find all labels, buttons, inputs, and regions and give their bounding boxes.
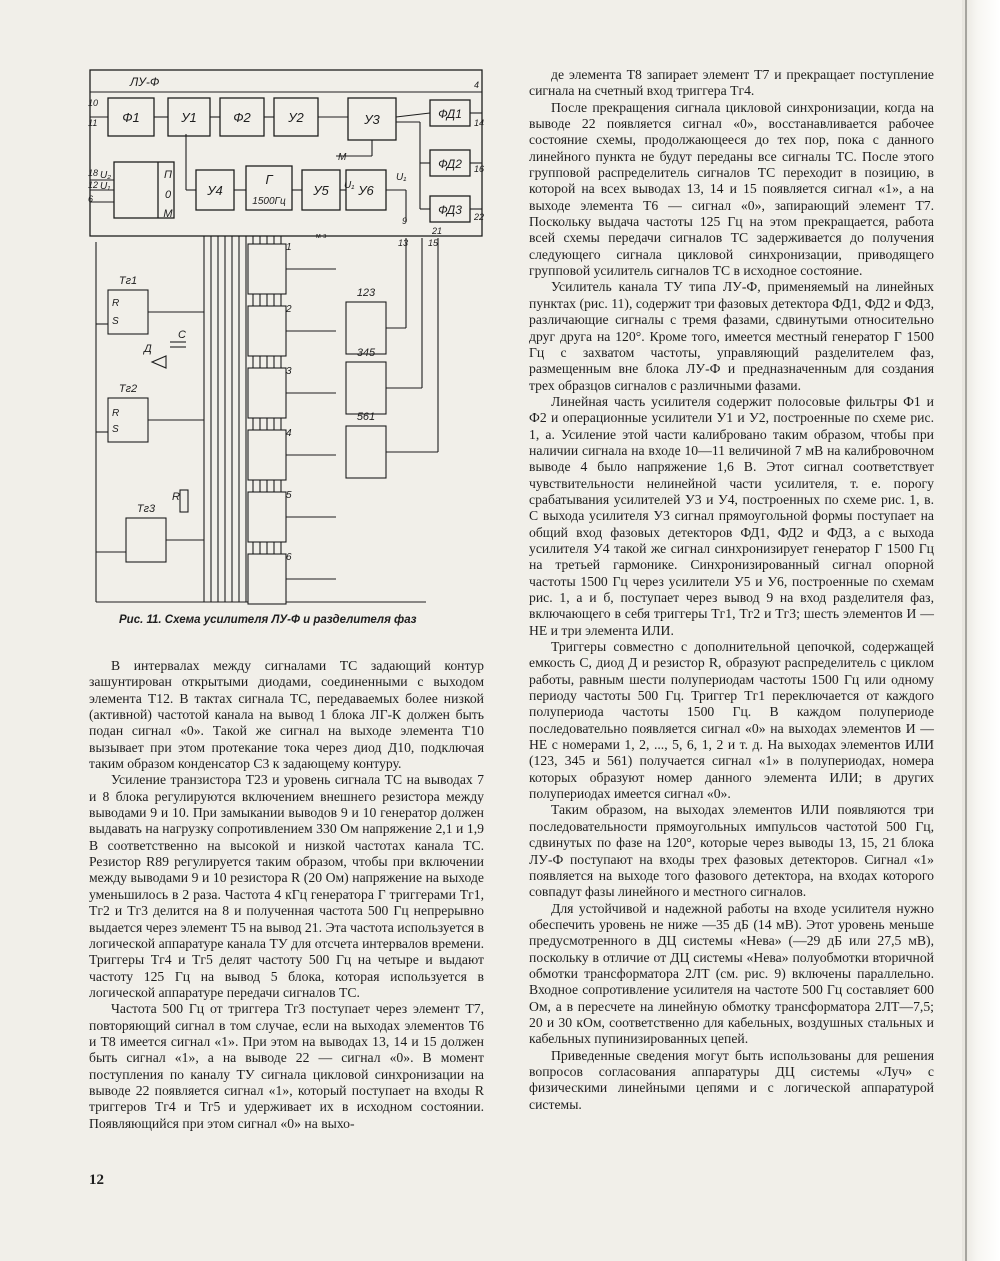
left-paragraph: Усиление транзистора Т23 и уровень сигнала ТС на выводах 7 и 8 блока регулируются включением внешнего резистора между выводами 9 и 10. При замыкании выводов 9 и 10 генератор должен выдавать на нагрузку сопротивлением 330 Ом напряжение 2,1 и 1,9 В соответственно на высокой и низкой частотах канала ТС. Резистор R89 регулируется таким образом, чтобы при включении между выводами 9 и 10 резистора R (20 Ом) напряжение на выходе уменьшилось в 2 раза. Частота 4 кГц генератора Г триггерами Тг1, Тг2 и Тг3 делится на 8 и полученная частота 500 Гц непрерывно выдается через элемент Т5 на вывод 21. Эта частота используется в логической аппаратуре канала ТУ для отсчета интервалов времени. Триггеры Тг4 и Тг5 делят частоту 500 Гц на четыре и выдают частоту 125 Гц на вывод 5 блока, которая используется в логической аппаратуре передачи сигналов ТС. <box>89 772 484 1000</box>
right-paragraph: Усилитель канала ТУ типа ЛУ-Ф, применяемый на линейных пунктах (рис. 11), содержит три фазовых детектора ФД1, ФД2 и ФД3, различающие сигналы с тремя фазами, сдвинутыми относительно друг друга на 120°. Кроме того, имеется местный генератор Г 1500 Гц с захватом частоты, управляющий разделителем фаз, размещенным вне блока ЛУ-Ф и предназначенным для создания трех образцов сигналов с различными фазами. <box>529 279 934 393</box>
page-number: 12 <box>89 1172 104 1188</box>
resistor-symbol <box>180 490 188 512</box>
misc-mark: м-з <box>316 233 327 240</box>
gate-number: 2 <box>286 304 292 315</box>
wire <box>396 113 430 117</box>
gate-number: 6 <box>286 552 292 563</box>
block-label: У3 <box>364 112 380 127</box>
side-label: U₁ <box>396 172 407 183</box>
block-label: Ф2 <box>233 110 251 125</box>
side-label: U₁ <box>100 181 111 192</box>
block-label: У1 <box>181 110 197 125</box>
nand-gate <box>248 492 286 542</box>
side-label: U₁ <box>344 180 355 191</box>
trigger-pin: R <box>112 298 120 309</box>
pin-label: 4 <box>474 80 480 90</box>
trigger-label: Тг3 <box>136 503 156 515</box>
block-label: У4 <box>207 183 223 198</box>
pin-label: 22 <box>474 212 485 222</box>
pin-label: 10 <box>88 98 99 108</box>
block-title: ЛУ-Ф <box>130 75 160 89</box>
side-label: U₂ <box>100 170 112 181</box>
trigger-label: Тг2 <box>118 383 138 395</box>
trigger <box>108 290 148 334</box>
or-gate <box>346 426 386 478</box>
pin-label: 18 <box>88 168 99 178</box>
gate-number: 5 <box>286 490 292 501</box>
page-fold-line <box>965 0 967 1261</box>
generator-label: Г <box>265 172 273 187</box>
left-text-column <box>89 658 484 1132</box>
or-gate-label: 561 <box>356 411 376 423</box>
left-paragraph: В интервалах между сигналами ТС задающий контур зашунтирован открытыми диодами, соединенными с выходом элемента Т12. В тактах сигнала ТС, передаваемых более низкой (активной) частотой канала на вывод 1 блока ЛГ-К должен быть подан сигнал «0». Такой же сигнал на выходе элемента Т10 вызывает при этом протекание тока через диод Д10, подключая таким образом конденсатор С3 к задающему контуру. <box>89 658 484 772</box>
or-gate <box>346 362 386 414</box>
or-gate-label: 123 <box>356 287 376 299</box>
block-label: Ф1 <box>122 110 140 125</box>
gate-number: 3 <box>286 366 292 377</box>
or-gate-label: 345 <box>356 347 376 359</box>
phase-detector-label: ФД3 <box>438 203 462 217</box>
trigger-pin: R <box>112 408 120 419</box>
right-paragraph: Триггеры совместно с дополнительной цепочкой, содержащей емкость С, диод Д и резистор R, образуют распределитель с циклом работы, равным шести полупериодам частоты 1500 Гц или одному периоду частоты 500 Гц. Триггер Тг1 переключается от каждого полупериода частоты 1500 Гц. В каждом полупериоде последовательно появляется сигнал «0» на выходах элементов И — НЕ с номерами 1, 2, ..., 5, 6, 1, 2 и т. д. На выходах элементов ИЛИ (123, 345 и 561) получается сигнал «1» в полупериодах, номера которых образуют номер данного элемента ИЛИ; в других полупериодах имеется сигнал «0». <box>529 639 934 802</box>
pin-label: 11 <box>88 118 98 128</box>
trigger-pin: S <box>112 424 119 435</box>
gate-number: 4 <box>286 428 292 439</box>
pin-label: 21 <box>432 226 443 236</box>
supply-label: 0 <box>164 189 172 201</box>
trigger <box>126 518 166 562</box>
right-paragraph: Приведенные сведения могут быть использованы для решения вопросов согласования аппаратуры ДЦ системы «Луч» с физическими линейными цепями и с логической аппаратурой системы. <box>529 1047 934 1112</box>
generator-freq: 1500Гц <box>252 196 286 207</box>
right-text-column <box>529 67 934 1113</box>
nand-gate <box>248 430 286 480</box>
figure-caption: Рис. 11. Схема усилителя ЛУ-Ф и разделителя фаз <box>119 614 417 626</box>
block-label: У5 <box>313 183 329 198</box>
nand-gate <box>248 244 286 294</box>
right-paragraph: де элемента Т8 запирает элемент Т7 и прекращает поступление сигнала на счетный вход триггера Тг4. <box>529 67 934 99</box>
block-label: У6 <box>358 183 374 198</box>
component-label: R <box>172 491 180 503</box>
right-paragraph: Для устойчивой и надежной работы на входе усилителя нужно обеспечить уровень не ниже —35 дБ (14 мВ). Этот уровень меньше предусмотренного в ДЦ системы «Нева» (—29 дБ или 27,5 мВ), поскольку в отличие от ДЦ системы «Нева» полуобмотки вторичной обмотки трансформатора 2ЛТ (см. рис. 9) включены параллельно. Входное сопротивление усилителя на частоте 500 Гц составляет 600 Ом, а в пересчете на линейную обмотку трансформатора 2ЛТ—7,5; 20 и 30 кОм, соответственно для кабельных, воздушных стальных и кабельных пупинизированных цепей. <box>529 900 934 1047</box>
circuit-diagram <box>86 62 492 610</box>
pin-label: 16 <box>474 164 485 174</box>
gate-number: 1 <box>286 242 292 253</box>
component-label: Д <box>144 343 152 355</box>
side-label: М <box>338 152 347 163</box>
right-paragraph: После прекращения сигнала цикловой синхронизации, когда на выводе 22 появляется сигнал «0», восстанавливается рабочее состояние схемы, продолжающееся до тех пор, пока с данного линейного пункта не будут переданы все сигналы ТС. После этого групповой распределитель сигналов ТС переходит в позицию, в которой на всех выводах 13, 14 и 15 появляется сигнал «1», а на выходе элемента Т6 — сигнал «0», запирающий элемент Т7. Поскольку выдача частоты 125 Гц на этом прекращается, работа всей схемы передачи сигналов ТС задерживается до получения следующего сигнала цикловой синхронизации, приводящего групповой усилитель сигналов ТС в исходное состояние. <box>529 99 934 279</box>
trigger-pin: S <box>112 316 119 327</box>
phase-detector-label: ФД1 <box>438 107 462 121</box>
component-label: С <box>178 329 186 341</box>
nand-gate <box>248 306 286 356</box>
trigger-label: Тг1 <box>118 275 138 287</box>
pin-label: 15 <box>428 238 439 248</box>
right-paragraph: Таким образом, на выходах элементов ИЛИ появляются три последовательности прямоугольных импульсов частотой 500 Гц, сдвинутых по фазе на 120°, которые через выводы 13, 15, 21 блока ЛУ-Ф поступают на входы трех фазовых детекторов. Сигнал «1» появляется на выходе того фазового детектора, на входах которого совпадут фазы линейного и местного сигналов. <box>529 802 934 900</box>
pin-label: 6 <box>88 194 94 204</box>
page-edge-shadow <box>962 0 1000 1261</box>
phase-detector-label: ФД2 <box>438 157 462 171</box>
supply-label: П <box>164 169 172 181</box>
pin-label: 13 <box>398 238 409 248</box>
pin-label: 14 <box>474 118 485 128</box>
trigger <box>108 398 148 442</box>
nand-gate <box>248 368 286 418</box>
block-label: У2 <box>288 110 304 125</box>
pin-label: 9 <box>402 216 408 226</box>
pin-label: 12 <box>88 180 99 190</box>
supply-label: М <box>163 208 173 220</box>
diode-symbol <box>152 356 166 368</box>
right-paragraph: Линейная часть усилителя содержит полосовые фильтры Ф1 и Ф2 и операционные усилители У1 и У2, построенные по схеме рис. 1, а. Усиление этой части калибровано таким образом, чтобы при наличии сигнала на входе 10—11 величиной 7 мВ на калибровочном выводе 4 было напряжение 1,6 В. Этот сигнал соответствует чувствительности нелинейной части усилителя, т. е. порогу срабатывания усилителей У3 и У4, построенных по схеме рис. 1, в. С выхода усилителя У3 сигнал прямоугольной формы поступает на общий вход фазовых детекторов ФД1, ФД2 и ФД3, а с выхода усилителя У4 такой же сигнал синхронизирует генератор Г 1500 Гц на третьей гармонике. Синхронизированный сигнал опорной частоты 1500 Гц через усилители У5 и У6, построенные по схемам рис. 1, а и б, поступает через вывод 9 на вход разделителя фаз, включающего в себя триггеры Тг1, Тг2 и Тг3; шесть элементов И — НЕ и три элемента ИЛИ. <box>529 393 934 638</box>
left-paragraph: Частота 500 Гц от триггера Тг3 поступает через элемент Т7, повторяющий сигнал в том случае, если на выходах элементов Т6 и Т8 имеется сигнал «1». При этом на выводах 13, 14 и 15 должен быть сигнал «1», а на выводе 22 — сигнал «0». В момент поступления по каналу ТУ сигнала цикловой синхронизации на выводе 22 появляется сигнал «1», который поступает на входы R триггеров Тг4 и Тг5 и удерживает их в исходном состоянии. Появляющийся при этом сигнал «0» на выхо- <box>89 1001 484 1131</box>
nand-gate <box>248 554 286 604</box>
